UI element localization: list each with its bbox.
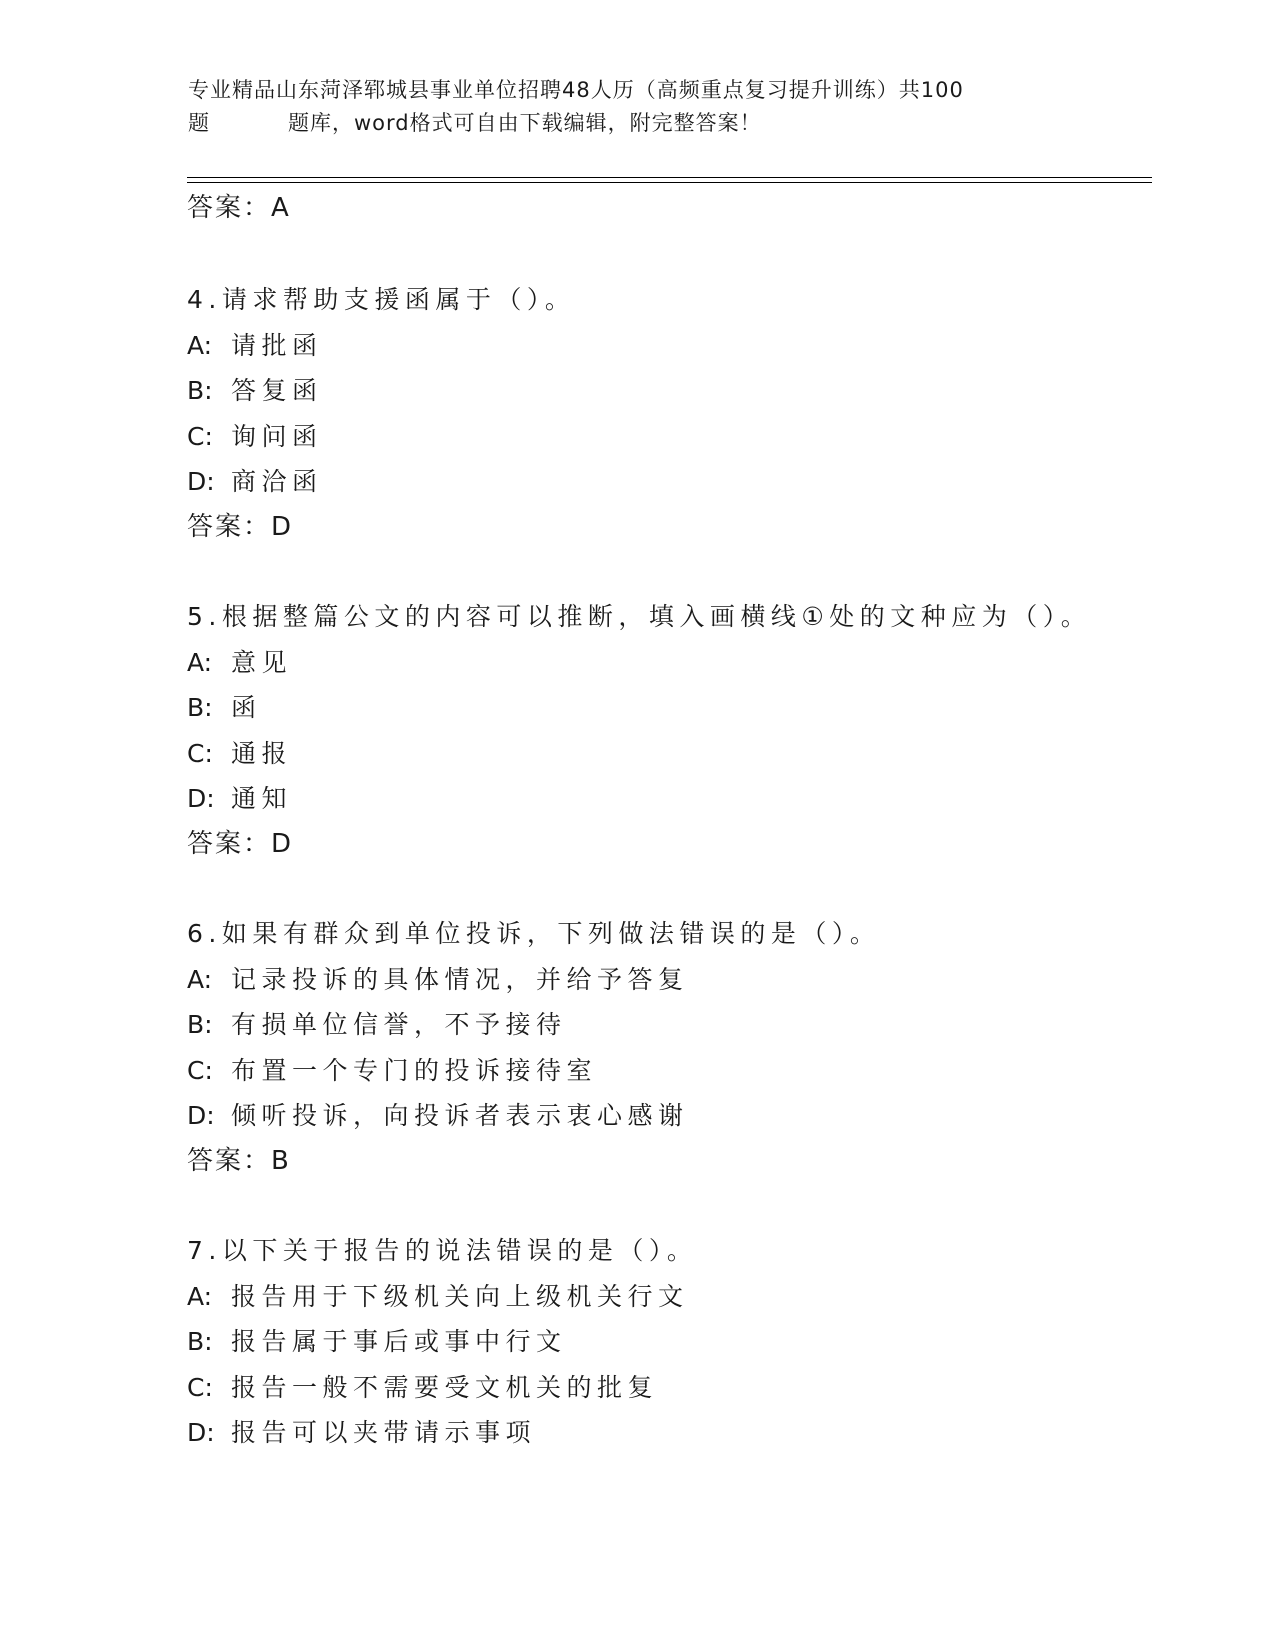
option-c xyxy=(187,1048,1147,1094)
option-key: D: xyxy=(187,784,215,813)
answer-line: 答案：D xyxy=(187,828,294,859)
question-5 xyxy=(187,594,1147,867)
answer-line: 答案：D xyxy=(187,511,294,542)
option-text: 意见 xyxy=(231,647,293,677)
option-text: 请批函 xyxy=(231,330,323,360)
header-rule-top xyxy=(187,177,1152,178)
option-text: 报告用于下级机关向上级机关行文 xyxy=(231,1281,689,1311)
option-key: D: xyxy=(187,467,215,496)
option-a xyxy=(187,323,1147,369)
question-4 xyxy=(187,277,1147,550)
option-key: A: xyxy=(187,1281,213,1311)
option-key: C: xyxy=(187,1055,213,1085)
option-text: 报告一般不需要受文机关的批复 xyxy=(231,1372,659,1402)
question-6 xyxy=(187,911,1147,1184)
option-b xyxy=(187,1319,1147,1365)
option-key: B: xyxy=(187,1010,213,1039)
option-key: C: xyxy=(187,421,213,451)
question-stem: 5.根据整篇公文的内容可以推断，填入画横线①处的文种应为（）。 xyxy=(187,602,1092,631)
option-d xyxy=(187,459,1147,505)
option-d xyxy=(187,1093,1147,1139)
document-header xyxy=(188,74,1088,140)
option-text: 有损单位信誉，不予接待 xyxy=(231,1010,567,1039)
option-text: 通报 xyxy=(231,738,293,768)
option-key: A: xyxy=(187,330,213,360)
option-key: C: xyxy=(187,738,213,768)
option-a xyxy=(187,640,1147,686)
option-b xyxy=(187,368,1147,414)
option-d xyxy=(187,1410,1147,1456)
option-key: A: xyxy=(187,964,213,994)
question-stem: 7.以下关于报告的说法错误的是（）。 xyxy=(187,1236,698,1265)
option-text: 函 xyxy=(231,693,262,722)
option-key: B: xyxy=(187,693,213,722)
option-key: D: xyxy=(187,1101,215,1130)
answer-line: 答案：A xyxy=(187,193,291,223)
header-title-line2 xyxy=(188,107,1088,140)
header-title-line1: 专业精品山东菏泽郓城县事业单位招聘48人历（高频重点复习提升训练）共100 xyxy=(188,78,964,102)
option-text: 答复函 xyxy=(231,376,323,405)
header-rule-bottom xyxy=(187,182,1152,183)
option-key: C: xyxy=(187,1372,213,1402)
option-text: 倾听投诉，向投诉者表示衷心感谢 xyxy=(231,1101,689,1130)
question-stem: 4.请求帮助支援函属于（）。 xyxy=(187,285,576,314)
option-text: 报告可以夹带请示事项 xyxy=(231,1418,537,1447)
option-text: 记录投诉的具体情况，并给予答复 xyxy=(231,964,689,994)
option-text: 询问函 xyxy=(231,421,323,451)
question-stem: 6.如果有群众到单位投诉，下列做法错误的是（）。 xyxy=(187,919,881,948)
option-text: 报告属于事后或事中行文 xyxy=(231,1327,567,1356)
option-a xyxy=(187,957,1147,1003)
option-c xyxy=(187,1365,1147,1411)
option-key: D: xyxy=(187,1418,215,1447)
option-a xyxy=(187,1274,1147,1320)
question-7 xyxy=(187,1228,1147,1456)
option-key: A: xyxy=(187,647,213,677)
option-key: B: xyxy=(187,1327,213,1356)
header-title-line2-left: 题 xyxy=(188,111,210,135)
option-c xyxy=(187,414,1147,460)
carry-over-answer-block xyxy=(187,186,1147,232)
option-text: 通知 xyxy=(231,784,293,813)
option-d xyxy=(187,776,1147,822)
option-b xyxy=(187,1002,1147,1048)
option-key: B: xyxy=(187,376,213,405)
option-text: 布置一个专门的投诉接待室 xyxy=(231,1055,598,1085)
header-title-line2-right: 题库，word格式可自由下载编辑，附完整答案！ xyxy=(288,111,762,135)
option-text: 商洽函 xyxy=(231,467,323,496)
option-b xyxy=(187,685,1147,731)
option-c xyxy=(187,731,1147,777)
answer-line: 答案：B xyxy=(187,1145,291,1176)
